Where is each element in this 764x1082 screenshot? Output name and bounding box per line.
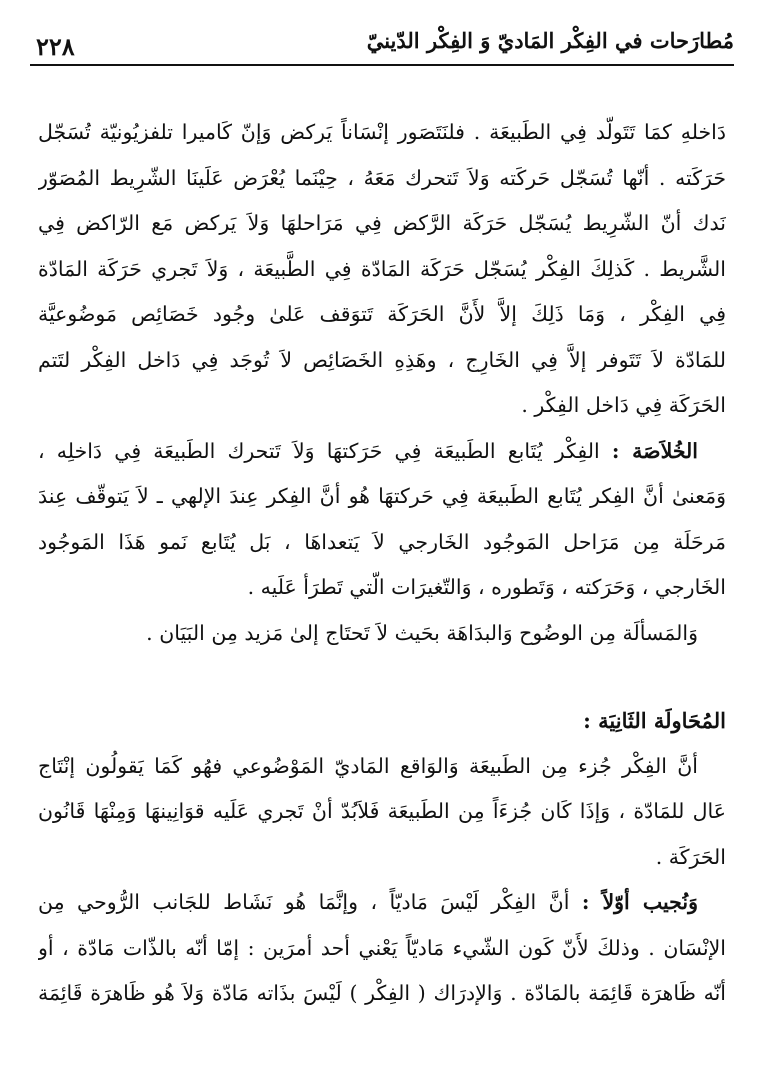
text-line: مَرحَلَة مِن مَرَاحل المَوجُود الخَارجي لاَ يَتعداهَا ، بَل يُتَابع نَمو هَذَا المَوجُود bbox=[38, 529, 726, 554]
text-line bbox=[38, 880, 726, 926]
text-line: الخَارجي ، وَحَرَكته ، وَتَطوره ، وَالتّغيرَات الّتي تَطرَأ عَلَيه . bbox=[247, 575, 726, 599]
answer-label: وَنُجيب أوّلاً : bbox=[581, 890, 698, 914]
text-line: عَال للمَادّة ، وَإذَا كَان جُزءَاً مِن الطَبيعَة فَلاَبُدّ أنْ تَجري عَلَيه قوَانِينهَا وَمِنْهَا قَانُون bbox=[38, 799, 726, 823]
text-line: حَرَكَته . أنّها تُسَجّل حَركَته وَلاَ تَتحرك مَعَهُ ، حِيْنَما يُعْرَض عَلَينَا الشّرِيط المُصَوّر bbox=[38, 165, 726, 190]
text-line: الشَّريط . كَذلِكَ الفِكْر يُسَجّل حَرَكَة المَادّة فِي الطَّبيعَة ، وَلاَ تَجري حَرَكَة المَادّة bbox=[38, 256, 726, 281]
text-line: وَمَعنىٰ أنَّ الفِكر يُتَابع الطَبيعَة فِي حَركتهَا هُو أنَّ الفِكر عِندَ الإلهي ـ لاَ يَتوقّف عِندَ bbox=[38, 484, 726, 508]
page-number: ٢٢٨ bbox=[36, 32, 75, 61]
paragraph-nature-analogy bbox=[38, 110, 726, 429]
text-line: أنَّ الفِكْر جُزء مِن الطَبيعَة وَالوَاقع المَاديّ المَوْضُوعي فهُو كَمَا يَقولُون إنْتَاج bbox=[38, 753, 698, 778]
text-line bbox=[38, 429, 726, 475]
section-heading: المُحَاولَة الثَانِيَة : bbox=[583, 708, 726, 733]
running-title: مُطارَحات في الفِكْر المَاديّ وَ الفِكْر الدّينيّ bbox=[366, 28, 734, 53]
header-rule bbox=[30, 64, 734, 66]
answer-first-line: أنَّ الفِكْر لَيْسَ مَاديّاً ، وإنَّمَا هُو نَشَاط للجَانب الرُّوحي مِن bbox=[38, 890, 570, 914]
paragraph-summary bbox=[38, 429, 726, 611]
text-line: للمَادّة لاَ تَتَوفر إلاَّ فِي الخَارِج ، وهَذِهِ الخَصَائِص لاَ تُوجَد فِي دَاخل الفِكْر لتَتم bbox=[38, 347, 726, 372]
text-line: الحَرَكَة فِي دَاخل الفِكْر . bbox=[521, 393, 726, 417]
text-line: وَالمَسألَة مِن الوضُوح وَالبدَاهَة بحَيث لاَ تَحتَاج إلىٰ مَزيد مِن البَيَان . bbox=[146, 620, 698, 645]
text-line: نَدك أنّ الشّرِيط يُسَجّل حَرَكَة الرَّكض فِي مَرَاحلهَا وَلاَ يَركض مَع الرّاكض فِي bbox=[38, 211, 726, 235]
summary-label: الخُلاَصَة : bbox=[611, 438, 698, 463]
summary-first-line: الفِكْر يُتَابع الطَبيعَة فِي حَرَكتهَا وَلاَ تَتحرك الطَبيعَة فِي دَاخلِه ، bbox=[38, 438, 600, 463]
paragraph-answer-first bbox=[38, 880, 726, 1017]
running-header bbox=[30, 22, 734, 70]
text-line: الإنْسَان . وذلكَ لأَنّ كَون الشّيء مَاديّاً يَعْني أحد أمرَين : إمّا أنّه بالذّات مَادّة ، أو bbox=[38, 935, 726, 960]
paragraph-clarity bbox=[38, 611, 726, 657]
text-line: دَاخلهِ كمَا تَتَولّد فِي الطَبيعَة . فلنَتَصَور إنْسَاناً يَركض وَإنّ كَاميرا تلفزيُونيّة تُسَجّل bbox=[38, 120, 726, 144]
section-spacer bbox=[38, 656, 726, 698]
text-line: فِي الفِكْر ، وَمَا ذَلِكَ إلاَّ لأَنَّ الحَرَكَة تَتوَقف عَلىٰ وجُود خَصَائِص مَوضُوعيَّة bbox=[38, 302, 726, 326]
text-line: الحَرَكَة . bbox=[655, 844, 726, 869]
paragraph-second-attempt bbox=[38, 744, 726, 881]
body-text bbox=[38, 110, 726, 1017]
text-line: أنّه ظَاهرَة قَائِمَة بالمَادّة . وَالإدرَاك ( الفِكْر ) لَيْسَ بذَاته مَادّة وَلاَ هُو ظَاهرَة قَائِمَة bbox=[38, 981, 726, 1005]
